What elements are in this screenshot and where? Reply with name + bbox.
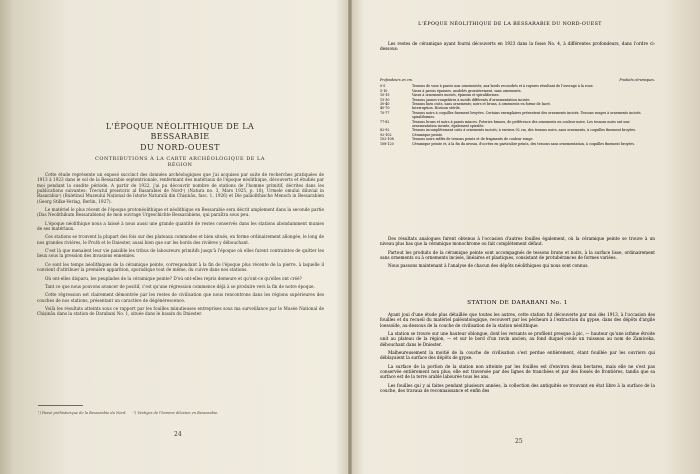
paragraph: Ces stations se trouvent la plupart des fois sur des plateaux commodes et bien situés, en forme ordinairement allongée, le long de nos grandes rivières, le Pruth et le Dniester, aussi bien que sur les bords des rivières y débouchant. [37, 234, 324, 245]
table-header-depth: Profondeurs en cm. [380, 78, 413, 82]
paragraph: Ayant joui d'une étude plus détaillée que toutes les autres, cette station fut découverte par moi dès 1913, à l'occasion des fouilles et du recueil du matériel paléontologique, recouvert par les pêcheurs à l'extraction du gypse, dans des dépôts d'argile loessoïde, au-dessous de la couche de civilisation de la station néolithique. [380, 312, 655, 328]
product-cell: Tessons incomplètement cuits à ornements incisés; à environ 92 cm, des tessons noirs, sans ornements, à coquilles finement broyées. [412, 128, 637, 133]
product-cell: Céramique peinte et, à la fin du niveau, d'ocrées en particulier peints, des tessons sans ornementation, à coquilles finement broyées. [412, 141, 635, 146]
paragraph: Les restes de céramique ayant fourni découverts en 1923 dans la fosse No. 4, à différentes profondeurs, dans l'ordre ci-dessous: [380, 41, 655, 52]
depth-cell: 5-10 [380, 88, 388, 93]
depth-cell: 10-15 [380, 93, 390, 98]
depth-cell: 70-77 [380, 110, 390, 115]
table-row [380, 111, 655, 120]
paragraph: Où ont-elles disparu, les peuplades de la céramique peinte? D'où ont-elles repris demeure et qu'ont-ce qu'elles ont créé? [45, 275, 302, 281]
table-row [380, 120, 655, 129]
left-body-text [37, 172, 324, 320]
paragraph: Ce sont les temps néolithiques de la céramique peinte, correspondant à la fin de l'époque plus récente de la pierre, à laquelle il convient d'attribuer la première apparition, sporadique tout de même, du cuivre dans nos stations. [37, 261, 324, 273]
paragraph: Cette régression est clairement démontrée par les restes de civilisation que nous rencontrons dans les régions supérieures des couches de nos stations, présentant un caractère de dégénérescence. [37, 292, 324, 303]
depth-cell: 102-108 [380, 137, 394, 142]
article-subtitle: CONTRIBUTIONS À LA CARTE ARCHÉOLOGIQUE DE LA RÉGION [95, 156, 265, 168]
station-text [380, 312, 655, 396]
depth-cell: 82-92 [380, 128, 390, 133]
paragraph: Le matériel le plus récent de l'époque protonéolithique et néolithique en Bessarabie sera décrit amplement dans la seconde partie (Das Neolithikum Bessarabiens) de mon ouvrage Urgeschichte Bessarabiens, qui paraîtra sous peu. [37, 207, 324, 218]
intro-text [380, 41, 655, 55]
footnotes [38, 411, 325, 415]
article-title-line-1: L'ÉPOQUE NÉOLITHIQUE DE LA BESSARABIE [105, 122, 255, 141]
table-row [380, 142, 655, 146]
depth-cell: 108-120 [380, 141, 394, 146]
paragraph: Cette étude représente un exposé succinct des données archéologiques que j'ai acquises par suite de recherches pratiquées de 1913 à 1923 dans le sol de la Bessarabie septentrionale, renfermant des matériaux de l'époque néolithique, découverts et étudiés par moi pendant la susdite période. A partir de 1922, j'ai pu découvrir nombre de stations de l'homme primitif, décrites dans les publications suivantes: Trecutul preistoric al Basarabiei de Nord¹) (Natura no. 3, Mars 1925, p. 18), Urmele omului diluvial in Basarabia²) (Buletinul Muzeului Național de Istorie Naturală din Chișinău, fasc. 1, 1926) et Die paläolithische Mensch in Bessarabien (Georg Stilke-Verlag, Berlin, 1927). [37, 172, 324, 204]
paragraph: Voilà les résultats atteints sous ce rapport par les fouilles minutieuses entreprises sous ma surveillance par le Musée National de Chișinău dans la station de Darabani No. 1, située dans le bassin du Dniester. [37, 305, 324, 317]
depth-cell: 15-30 [380, 97, 390, 102]
paragraph: La surface de la portion de la station non atteinte par les fouilles est d'environ deux hectares, mais elle ne s'est pas conservée entièrement non plus; elle est traversée par des lignes de tranchées et par des fossés de frontières, tandis que sa surface est de la terre arable labourée tous les ans. [380, 363, 655, 380]
page-number-right: 25 [515, 438, 523, 445]
product-cell: Céramique peinte. [412, 132, 443, 137]
depth-cell: 92-102 [380, 132, 392, 137]
paragraph: Nous passons maintenant à l'analyse de chacun des dépôts néolithiques qui nous sont connus. [388, 263, 589, 269]
results-text [380, 236, 655, 272]
paragraph: Malheureusement la moitié de la couche de civilisation s'est perdue entièrement, étant fouillée par les ouvriers qui déblayaient la surface des dépôts de gypse. [380, 350, 655, 361]
footnote-2: ²) Vestiges de l'homme diluvien en Bessarabie. [133, 411, 219, 415]
product-cell: Interruption. Horizon stérile. [412, 106, 461, 111]
depth-cell: 40-70 [380, 106, 390, 111]
product-cell: Tessons noirs mêlés de tessons peints et de fragments de couleur rouge. [412, 137, 534, 142]
product-cell: Tessons jaunes-rougeâtres à motifs différents d'ornementation incisée. [412, 97, 531, 102]
paragraph: La station se trouve sur une hauteur oblongue, dont les versants se profilent presque à pic, — hauteur qu'une isthme étroite unit au plateau de la région, — et sur le bord d'un ravin ancien, au fond duquel coule un ruisseau au nom de Zamiceka, débouchant dans le Dniester. [380, 331, 655, 347]
product-cell: Vases à parois épaisses, modelés grossièrement, sans ornements. [412, 88, 522, 93]
footnote-rule [38, 405, 83, 406]
product-cell: Tessons bruns et noirs à parois minces. Poteries brunes, de préférence des ornements en couleur noire. Les tessons noirs ont une ornementation incisée, également spiralée. [412, 119, 630, 129]
depth-cell: 77-82 [380, 119, 390, 124]
product-cell: Tessons noirs à coquilles finement broyées. Certains exemplaires présentent des ornements incisés. Tessons rouges à ornements incisés spiraliformes. [412, 110, 641, 120]
running-head: L'ÉPOQUE NÉOLITHIQUE DE LA BESSARABIE DU NORD-OUEST [418, 22, 602, 27]
article-title-line-2: DU NORD-OUEST [140, 143, 220, 152]
paragraph: L'époque néolithique nous a laissé à nous aussi une grande quantité de restes conservés dans les stations abondamment munies de ses matériaux. [37, 220, 324, 232]
paragraph: C'est là que menaient leur vie paisible les tribus de laboureurs primitifs jusqu'à l'époque où elles furent contraintes de quitter les lieux sous la pression des invasions ennemies. [37, 248, 324, 259]
section-title: STATION DE DARABANI No. 1 [467, 300, 568, 306]
footnote-1: ¹) Passé préhistorique de la Bessarabie du Nord. [38, 411, 127, 415]
depth-cell: 0-5 [380, 84, 386, 89]
depth-cell: 30-40 [380, 102, 390, 107]
paragraph: Tant ce que nous pouvons avancer de positif, c'est qu'une régression commence déjà à se produire vers la fin de notre époque. [45, 283, 315, 289]
page-number-left: 24 [174, 431, 182, 438]
product-cell: Tessons de vase à parois non ornementés; aux bords recourbés et à rayures résultant de l'ouvrage à la roue. [412, 84, 594, 89]
paragraph: Des résultats analogues furent obtenus à l'occasion d'autres fouilles également, où la céramique peinte se trouve à un niveau plus bas que la céramique monochrome ou fait complètement défaut. [380, 236, 655, 247]
table-header-products: Produits céramiques. [619, 78, 655, 82]
product-cell: Vases à ornements incisés, épineux et spiraliformes. [412, 93, 500, 98]
ceramics-depth-table [380, 78, 655, 146]
paragraph: Les fouilles qui y ai faites pendant plusieurs années, la collection des antiquités se trouvant en état libre à la surface de la couche, des travaux de reconnaissance et enfin des [380, 382, 655, 394]
product-cell: Tessons bien cuits, sans ornements; noirs et bruns, à ornements en forme de lacet. [412, 102, 551, 107]
paragraph: Partout les produits de la céramique peinte sont accompagnés de tessons bruns et noirs, à la surface lisse, ordinairement sans ornements ou à ornements incisés, linéaires et plastiques, consistant de protubérances de formes variées. [380, 249, 655, 261]
